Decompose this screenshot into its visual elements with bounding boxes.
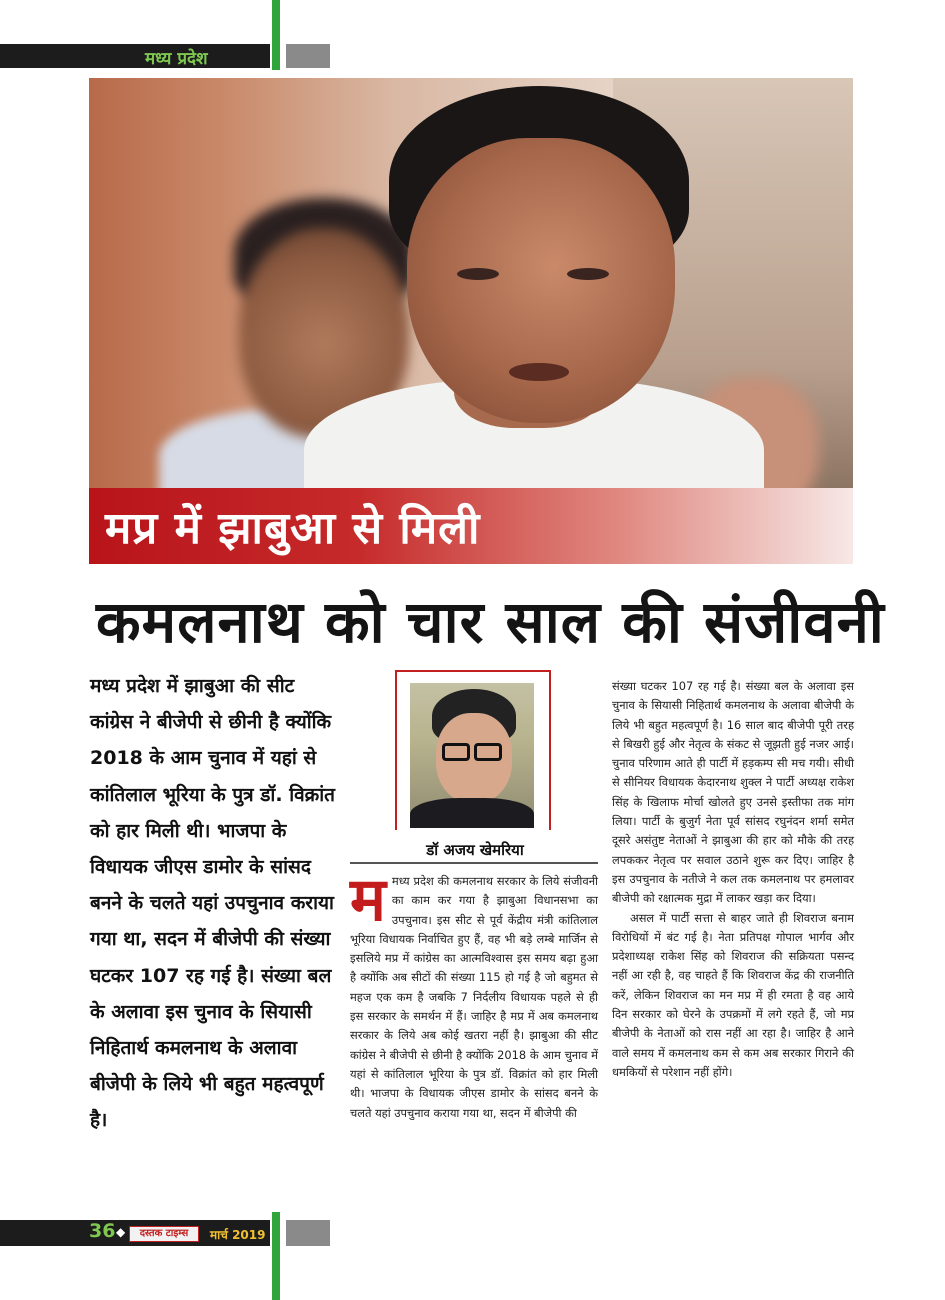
bullet-icon: ◆ bbox=[116, 1225, 126, 1239]
author-divider bbox=[350, 862, 598, 864]
page-number: 36 bbox=[89, 1220, 116, 1242]
body-column-2 bbox=[350, 865, 598, 1123]
body-paragraph-2: संख्या घटकर 107 रह गई है। संख्या बल के अलावा इस चुनाव के सियासी निहितार्थ कमलनाथ के अलावा बीजेपी के लिये भी बहुत महत्वपूर्ण है। 16 साल बाद बीजेपी पूरी तरह से बिखरी हुई और नेतृत्व के संकट से जूझती हुई नजर आई। चुनाव परिणाम आते ही पार्टी में हड़कम्प सी मच गयी। सीधी से सीनियर विधायक केदारनाथ शुक्ल ने पार्टी अध्यक्ष राकेश सिंह के खिलाफ मोर्चा खोलते हुए उनसे इस्तीफा तक मांग लिया। पार्टी के बुजुर्ग नेता पूर्व सांसद रघुनंदन शर्मा समेत दूसरे असंतुष्ट नेताओं ने झाबुआ की हार को मौके की तरह लपककर नेतृत्व पर सवाल उठाने शुरू कर दिए। जाहिर है इस उपचुनाव के नतीजे ने कल तक कमलनाथ पर हमलावर बीजेपी को रक्षात्मक मुद्रा में लाकर खड़ा कर दिया। bbox=[612, 679, 854, 906]
header-bar-grey bbox=[286, 44, 330, 68]
author-name: डॉ अजय खेमरिया bbox=[426, 841, 524, 859]
author-shirt bbox=[410, 798, 534, 828]
footer-green-line bbox=[272, 1212, 280, 1300]
kicker-text: मप्र में झाबुआ से मिली bbox=[105, 503, 481, 554]
magazine-logo: दस्तक टाइम्स bbox=[129, 1226, 199, 1242]
header-bar bbox=[0, 44, 270, 68]
issue-date: मार्च 2019 bbox=[210, 1228, 266, 1242]
hero-photo bbox=[89, 78, 853, 488]
lead-paragraph: मध्य प्रदेश में झाबुआ की सीट कांग्रेस ने बीजेपी से छीनी है क्योंकि 2018 के आम चुनाव में यहां से कांतिलाल भूरिया के पुत्र डॉ. विक्रांत को हार मिली थी। भाजपा के विधायक जीएस डामोर के सांसद बनने के चलते यहां उपचुनाव कराया गया था, सदन में बीजेपी की संख्या घटकर 107 रह गई है। संख्या बल के अलावा इस चुनाव के सियासी निहितार्थ कमलनाथ के अलावा बीजेपी के लिये भी बहुत महत्वपूर्ण है। bbox=[90, 675, 336, 1132]
main-person-eye-left bbox=[457, 268, 499, 280]
body-paragraph-3: असल में पार्टी सत्ता से बाहर जाते ही शिवराज बनाम विरोधियों में बंट गई है। नेता प्रतिपक्ष गोपाल भार्गव और प्रदेशाध्यक्ष राकेश सिंह को शिवराज की सक्रियता पसन्द नहीं आ रही है, वह चाहते हैं कि शिवराज केंद्र की राजनीति करें, लेकिन शिवराज का मन मप्र में ही रमता है वह आये दिन सरकार को घेरने के उपक्रमों में लगे रहते हैं, जो मप्र बीजेपी के नेताओं को रास नहीं आ रहा है। जाहिर है आने वाले समय में कमलनाथ कम से कम अब सरकार गिराने की धमकियों से परेशान नहीं होंगे। bbox=[612, 910, 854, 1079]
header-green-line bbox=[272, 0, 280, 70]
author-photo bbox=[410, 683, 534, 828]
body-paragraph-1: मध्य प्रदेश की कमलनाथ सरकार के लिये संजीवनी का काम कर गया है झाबुआ विधानसभा का उपचुनाव। इस सीट से पूर्व केंद्रीय मंत्री कांतिलाल भूरिया विधायक निर्वाचित हुए हैं, वह भी बड़े लम्बे मार्जिन से इसलिये मप्र में कांग्रेस का आत्मविश्वास इस समय बढ़ा हुआ है क्योंकि अब सीटों की संख्या 115 हो गई है जो बहुमत से महज एक कम है जबकि 7 निर्दलीय विधायक पहले से ही इस सरकार के समर्थन में हैं। जाहिर है मप्र में अब कमलनाथ सरकार के लिये अब कोई खतरा नहीं है। झाबुआ की सीट कांग्रेस ने बीजेपी से छीनी है क्योंकि 2018 के आम चुनाव में यहां से कांतिलाल भूरिया के पुत्र डॉ. विक्रांत को हार मिली थी। भाजपा के विधायक जीएस डामोर के सांसद बनने के चलते यहां उपचुनाव कराया गया था, सदन में बीजेपी की bbox=[350, 874, 598, 1120]
author-glasses-left bbox=[442, 743, 470, 761]
section-label: मध्य प्रदेश bbox=[145, 49, 208, 69]
body-column-3 bbox=[612, 677, 854, 1082]
page-title: कमलनाथ को चार साल की संजीवनी bbox=[96, 588, 885, 656]
drop-cap: म bbox=[350, 865, 386, 935]
main-person-eye-right bbox=[567, 268, 609, 280]
footer-bar-grey bbox=[286, 1220, 330, 1246]
main-person-mouth bbox=[509, 363, 569, 381]
author-glasses-right bbox=[474, 743, 502, 761]
